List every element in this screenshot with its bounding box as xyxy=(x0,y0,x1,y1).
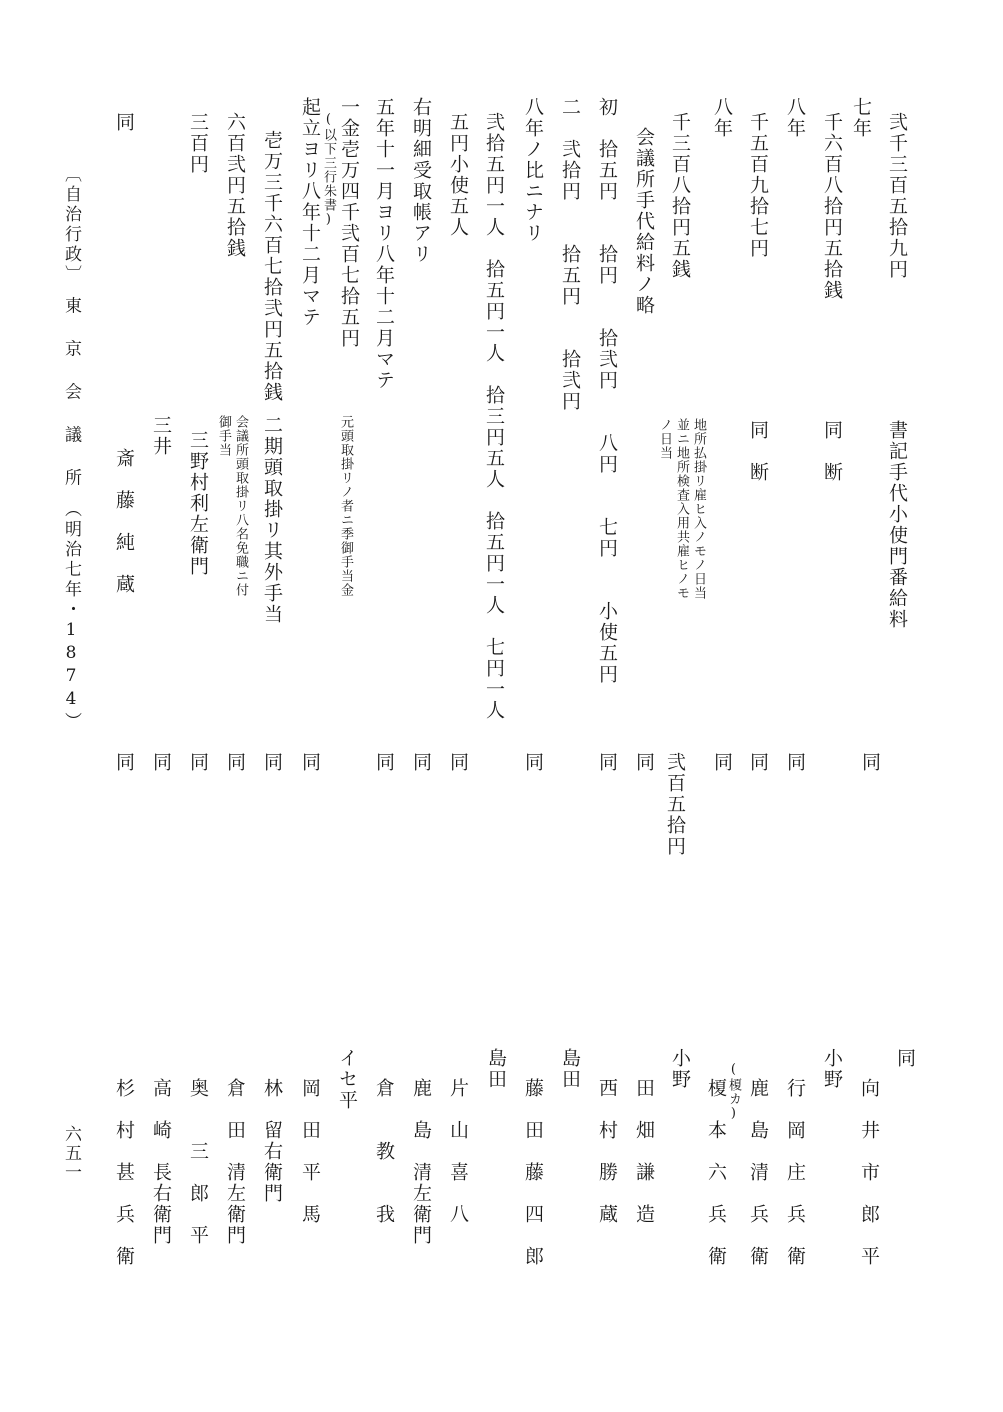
affiliation-mitsui: 三井 xyxy=(150,415,172,457)
line-since-founding: 起立ヨリ八年十二月マテ xyxy=(299,97,321,328)
same-mark: 同 xyxy=(261,752,283,773)
same-mark: 同 xyxy=(747,752,769,773)
same-mark: 同 xyxy=(150,752,172,773)
affiliation-shimada-1: 島田 xyxy=(559,1048,581,1090)
line-receipt-book: 右明細受取帳アリ xyxy=(410,97,432,265)
line-amount-1380: 千三百八拾円五銭 xyxy=(669,112,691,280)
same-mark: 同 xyxy=(299,752,321,773)
affiliation-ono-2: 小野 xyxy=(669,1048,691,1090)
name-fujita: 藤 田 藤 四 郎 xyxy=(522,1078,544,1267)
line-amount-1597: 千五百九拾七円 xyxy=(747,112,769,259)
line-salary-staff: 弐拾五円一人 拾五円一人 拾三円五人 拾五円一人 七円一人 xyxy=(483,112,505,721)
name-enomoto: 榎 本 六 兵 衛 xyxy=(705,1078,727,1267)
desc-same-2: 同 断 xyxy=(747,420,769,483)
same-mark: 同 xyxy=(522,752,544,773)
affiliation-shimada-2: 島田 xyxy=(485,1048,507,1090)
desc-same-1: 同 断 xyxy=(821,420,843,483)
same-mark: 同 xyxy=(224,752,246,773)
line-servants: 五円小使五人 xyxy=(447,112,469,238)
same-mark: 同 xyxy=(410,752,432,773)
same-mark: 同 xyxy=(711,752,733,773)
line-same-top: 同 xyxy=(113,112,135,133)
line-clerk-salary-heading: 会議所手代給料ノ略 xyxy=(633,127,655,316)
name-same: 同 xyxy=(894,1048,916,1069)
desc-former-heads: 元頭取掛リノ者ニ季御手当金 xyxy=(337,415,353,597)
name-sugimura: 杉 村 甚 兵 衛 xyxy=(113,1078,135,1267)
editorial-note-enoki: (榎カ) xyxy=(725,1062,741,1122)
name-takasaki: 高 崎 長右衛門 xyxy=(150,1078,172,1246)
line-amount-2359: 弐千三百五拾九円 xyxy=(886,112,908,280)
same-mark: 同 xyxy=(113,752,135,773)
desc-land-wages-3: ノ日当 xyxy=(656,418,672,460)
same-mark: 同 xyxy=(596,752,618,773)
person-saito: 斎 藤 純 蔵 xyxy=(113,448,135,595)
name-katayama: 片 山 喜 八 xyxy=(447,1078,469,1225)
line-salary-second: 二 弐拾円 拾五円 拾弐円 xyxy=(559,97,581,412)
line-salary-initial: 初 拾五円 拾円 拾弐円 八円 七円 小使五円 xyxy=(596,97,618,685)
name-mukai: 向 井 市 郎 平 xyxy=(858,1078,880,1267)
same-mark: 同 xyxy=(633,752,655,773)
name-kura: 倉 教 我 xyxy=(373,1078,395,1225)
name-tabata: 田 畑 謙 造 xyxy=(633,1078,655,1225)
same-mark: 同 xyxy=(373,752,395,773)
same-mark: 同 xyxy=(187,752,209,773)
line-year-8b: 八年 xyxy=(711,97,733,139)
line-red-ink-note: (以下三行朱書) xyxy=(320,112,336,228)
line-year-8a: 八年 xyxy=(784,97,806,139)
same-mark: 同 xyxy=(859,752,881,773)
line-amount-300: 三百円 xyxy=(187,112,209,175)
desc-salaries: 書記手代小使門番給料 xyxy=(886,420,908,630)
page-number: 六五一 xyxy=(61,1125,81,1182)
line-amount-602: 六百弐円五拾銭 xyxy=(224,112,246,259)
desc-land-wages-2: 並ニ地所検査入用共雇ヒノモ xyxy=(673,418,689,600)
line-around-year-8: 八年ノ比ニナリ xyxy=(522,97,544,244)
line-amount-1680: 千六百八拾円五拾銭 xyxy=(821,112,843,301)
running-head: 〔自治行政〕 東 京 会 議 所 （明治七年・1874） xyxy=(61,165,81,732)
desc-dismissal-2: 御手当 xyxy=(215,415,231,457)
person-minomura: 三野村利左衛門 xyxy=(187,430,209,577)
amount-250: 弐百五拾円 xyxy=(664,752,686,857)
name-oku: 奥 三 郎 平 xyxy=(187,1078,209,1246)
name-hayashi: 林 留右衛門 xyxy=(261,1078,283,1204)
affiliation-isehei: イセ平 xyxy=(336,1048,358,1111)
desc-dismissal-1: 会議所頭取掛リ八名免職ニ付 xyxy=(232,415,248,597)
name-nishimura: 西 村 勝 蔵 xyxy=(596,1078,618,1225)
line-amount-13672: 壱万三千六百七拾弐円五拾銭 xyxy=(261,130,283,403)
name-kashima-seizaemon: 鹿 島 清左衛門 xyxy=(410,1078,432,1246)
name-kashima-seibei: 鹿 島 清 兵 衛 xyxy=(747,1078,769,1267)
name-okada: 岡 田 平 馬 xyxy=(299,1078,321,1225)
same-mark: 同 xyxy=(447,752,469,773)
desc-second-term: 二期頭取掛リ其外手当 xyxy=(261,415,283,625)
line-year-7: 七年 xyxy=(850,97,872,139)
name-kurata: 倉 田 清左衛門 xyxy=(224,1078,246,1246)
name-yukioka: 行 岡 庄 兵 衛 xyxy=(784,1078,806,1267)
affiliation-ono-1: 小野 xyxy=(821,1048,843,1090)
same-mark: 同 xyxy=(784,752,806,773)
desc-land-wages-1: 地所払掛リ雇ヒ入ノモノ日当 xyxy=(690,418,706,600)
line-total-14275: 一金壱万四千弐百七拾五円 xyxy=(338,97,360,349)
line-period: 五年十一月ヨリ八年十二月マテ xyxy=(373,97,395,391)
